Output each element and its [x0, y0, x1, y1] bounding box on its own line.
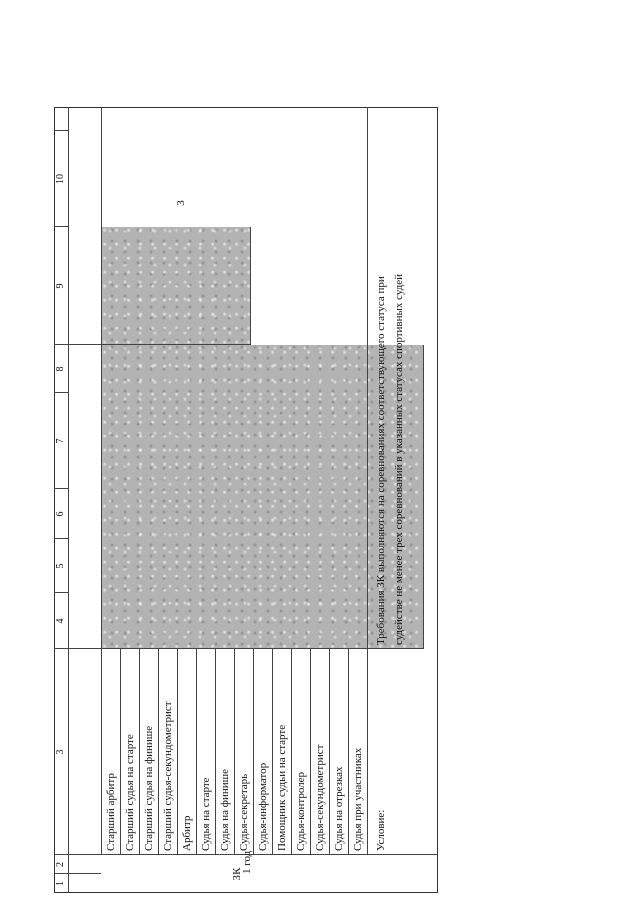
position-4: Старший судья-секундометрист: [162, 701, 174, 851]
header-col-10: 10: [55, 174, 66, 184]
condition-text-line-2: судействе не менее трех соревнований в указанных статусах спортивных судей: [393, 273, 405, 645]
header-col-1: 1: [55, 881, 66, 886]
position-14: Судья при участниках: [352, 747, 364, 851]
row-line-13: [348, 649, 349, 855]
position-9: Судья-информатор: [257, 762, 269, 851]
position-2: Старший судья на старте: [124, 734, 136, 851]
position-3: Старший судья на финише: [143, 725, 155, 851]
position-11: Судья-контролер: [295, 771, 307, 851]
positions-top-line: [101, 107, 102, 855]
col-line-8: [54, 344, 250, 345]
row-line-1: [120, 649, 121, 855]
header-col-5: 5: [55, 563, 66, 569]
row-line-2: [139, 649, 140, 855]
category-label: ЗК: [231, 867, 243, 881]
row-line-6: [215, 649, 216, 855]
qualification-table: [54, 107, 438, 893]
position-6: Судья на старте: [200, 777, 212, 851]
shaded-value: 3: [175, 200, 187, 206]
row-line-3: [158, 649, 159, 855]
header-col-7: 7: [55, 438, 66, 444]
position-7: Судья на финише: [219, 769, 231, 851]
header-col-9: 9: [55, 283, 66, 289]
header-row-line: [68, 107, 69, 893]
header-col-2: 2: [55, 862, 66, 867]
position-12: Судья-секундометрист: [314, 744, 326, 851]
condition-top-line: [367, 107, 368, 855]
position-1: Старший арбитр: [105, 773, 117, 851]
header-col-6: 6: [55, 511, 66, 517]
row-line-4: [177, 649, 178, 855]
position-8: Судья-секретарь: [238, 773, 250, 851]
row-line-10: [291, 649, 292, 855]
row-line-8: [253, 649, 254, 855]
row-line-5: [196, 649, 197, 855]
period-label-text: 1 год: [241, 850, 253, 874]
shaded-block-columns-9-10: [101, 227, 250, 345]
condition-label: Условие:: [375, 809, 387, 851]
row-line-12: [329, 649, 330, 855]
shade-a-bottom-line: [423, 345, 424, 649]
condition-text-line-1: Требования ЗК выполняются на соревнованиях соответствующего статуса при: [375, 276, 387, 645]
header-col-4: 4: [55, 618, 66, 624]
header-col-3: 3: [55, 749, 66, 755]
position-5: Арбитр: [181, 815, 193, 851]
shade-b-bottom-line: [250, 227, 251, 345]
row-line-9: [272, 649, 273, 855]
position-10: Помощник судьи на старте: [276, 724, 288, 851]
header-col-8: 8: [55, 366, 66, 372]
position-13: Судья на отрезках: [333, 766, 345, 851]
row-line-7: [234, 649, 235, 855]
row-line-11: [310, 649, 311, 855]
